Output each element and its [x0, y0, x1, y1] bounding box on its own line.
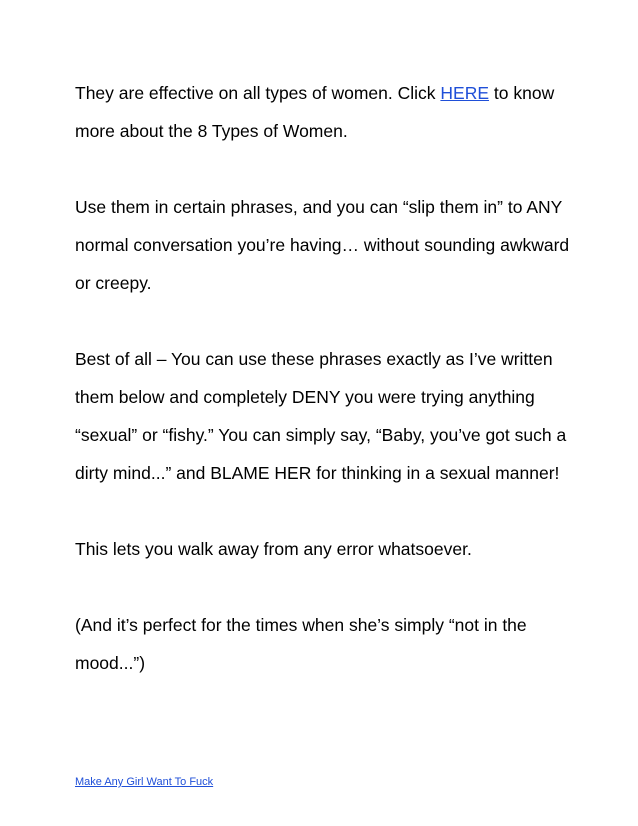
paragraph-text: They are effective on all types of women. Click: [75, 83, 441, 103]
paragraph-not-in-the-mood: (And it’s perfect for the times when she’s simply “not in the mood...”): [75, 615, 527, 673]
page-footer: [75, 775, 213, 789]
paragraph-best-of-all: Best of all – You can use these phrases exactly as I’ve written them below and completely DENY you were trying anything “sexual” or “fishy.” You can simply say, “Baby, you’ve got such a dirty mind...” and BLAME HER for thinking in a sexual manner!: [75, 349, 567, 483]
paragraph-types-of-women: [75, 74, 575, 150]
paragraph-slip-them-in: Use them in certain phrases, and you can “slip them in” to ANY normal conversation you’re having… without sounding awkward or creepy.: [75, 197, 570, 293]
here-link[interactable]: HERE: [440, 83, 490, 103]
paragraph-walk-away: This lets you walk away from any error whatsoever.: [75, 539, 472, 559]
document-body: [75, 74, 575, 720]
footer-link[interactable]: Make Any Girl Want To Fuck: [75, 776, 214, 788]
paragraph-text: to know more about the 8 Types of Women.: [75, 83, 555, 141]
